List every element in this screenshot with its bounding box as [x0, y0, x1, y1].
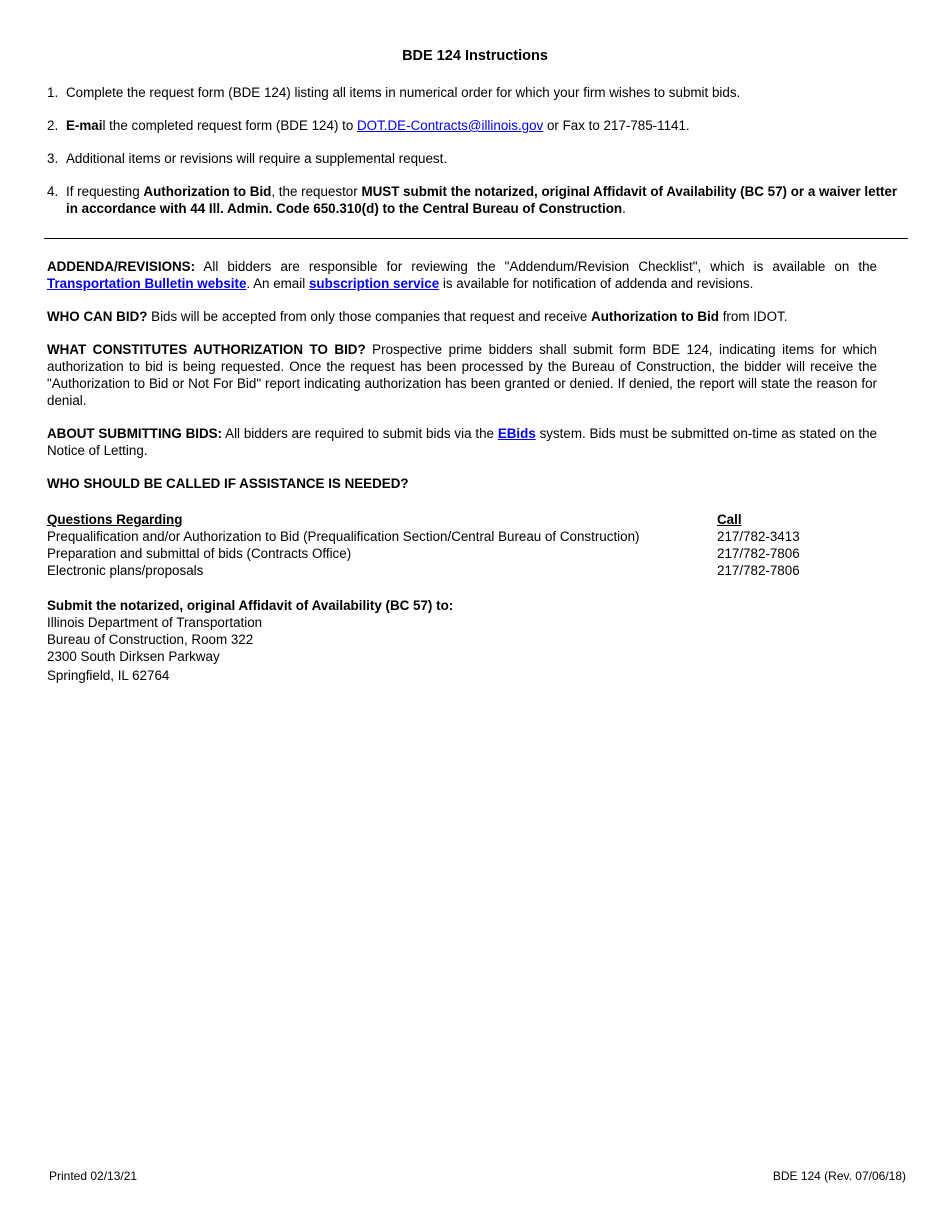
- instruction-step-2: [47, 117, 907, 134]
- step-text: l the completed request form (BDE 124) to: [102, 118, 358, 133]
- who-can-bid-text: from IDOT.: [718, 309, 788, 324]
- transportation-bulletin-link[interactable]: Transportation Bulletin website: [47, 276, 247, 291]
- step-number: 4.: [47, 184, 59, 199]
- step-text: Additional items or revisions will require a supplemental request.: [66, 151, 448, 166]
- addenda-text: is available for notification of addenda and revisions.: [439, 276, 754, 291]
- about-submitting-text: All bidders are required to submit bids via the: [222, 426, 498, 441]
- instruction-step-3: [47, 150, 907, 167]
- phone-cell: 217/782-7806: [717, 563, 800, 578]
- phone-cell: 217/782-3413: [717, 529, 800, 544]
- question-cell: Electronic plans/proposals: [47, 563, 204, 578]
- addenda-text: All bidders are responsible for reviewing the "Addendum/Revision Checklist", which is available on the: [195, 259, 877, 274]
- step-text: , the requestor: [271, 184, 362, 199]
- page-title: BDE 124 Instructions: [402, 48, 548, 64]
- step-bold-text: E-mai: [66, 118, 103, 133]
- address-line: Illinois Department of Transportation: [47, 615, 263, 630]
- addenda-section: [47, 258, 877, 292]
- step-text: If requesting: [66, 184, 144, 199]
- who-can-bid-bold: Authorization to Bid: [591, 309, 719, 324]
- question-cell: Preparation and submittal of bids (Contracts Office): [47, 546, 352, 561]
- addenda-heading: ADDENDA/REVISIONS:: [47, 259, 196, 274]
- section-divider: [44, 238, 908, 239]
- ebids-link[interactable]: EBids: [497, 426, 536, 441]
- contracts-email-link[interactable]: DOT.DE-Contracts@illinois.gov: [357, 118, 544, 133]
- subscription-service-link[interactable]: subscription service: [308, 276, 440, 291]
- what-constitutes-heading: WHAT CONSTITUTES AUTHORIZATION TO BID?: [47, 342, 366, 357]
- address-heading: Submit the notarized, original Affidavit of Availability (BC 57) to:: [47, 598, 454, 613]
- step-bold-text: Authorization to Bid: [143, 184, 272, 199]
- contacts-table: [47, 511, 847, 579]
- address-line: Springfield, IL 62764: [47, 668, 170, 683]
- instruction-step-4: [47, 183, 907, 217]
- who-can-bid-text: Bids will be accepted from only those companies that request and receive: [147, 309, 592, 324]
- question-cell: Prequalification and/or Authorization to Bid (Prequalification Section/Central Bureau of Construction): [47, 529, 640, 544]
- instruction-step-1: [47, 84, 907, 101]
- step-bold-text: MUST submit the notarized, original Affidavit of Availability (BC 57) or a waiver letter in accordance with 44 Ill. Admin. Code 650.310(d) to the Central Bureau of Construction: [66, 184, 898, 216]
- about-submitting-heading: ABOUT SUBMITTING BIDS:: [47, 426, 223, 441]
- address-line: Bureau of Construction, Room 322: [47, 632, 254, 647]
- step-text: Complete the request form (BDE 124) listing all items in numerical order for which your firm wishes to submit bids.: [66, 85, 741, 100]
- table-row: [47, 545, 847, 562]
- questions-column-header: Questions Regarding: [47, 512, 183, 527]
- step-number: 3.: [47, 151, 59, 166]
- printed-date: Printed 02/13/21: [49, 1169, 138, 1183]
- phone-cell: 217/782-7806: [717, 546, 800, 561]
- address-line: 2300 South Dirksen Parkway: [47, 649, 220, 664]
- table-row: [47, 562, 847, 579]
- step-text: .: [622, 201, 626, 216]
- who-can-bid-heading: WHO CAN BID?: [47, 309, 148, 324]
- instruction-list: [47, 84, 907, 233]
- call-column-header: Call: [717, 512, 742, 527]
- addenda-text: . An email: [246, 276, 309, 291]
- contacts-header-row: [47, 511, 847, 528]
- form-revision: BDE 124 (Rev. 07/06/18): [772, 1169, 906, 1183]
- assistance-heading: WHO SHOULD BE CALLED IF ASSISTANCE IS NEEDED?: [47, 476, 409, 491]
- mailing-address: [47, 597, 747, 684]
- step-number: 2.: [47, 118, 59, 133]
- what-constitutes-text: Prospective prime bidders shall submit form BDE 124, indicating items for which authorization to bid is being requested. Once the request has been processed by the Bureau of Construction, the bidder will receive the "Authorization to Bid or Not For Bid" report indicating authorization has been granted or denied. If denied, the report will state the reason for denial.: [47, 342, 878, 408]
- step-number: 1.: [47, 85, 59, 100]
- table-row: [47, 528, 847, 545]
- info-sections: [47, 258, 877, 508]
- what-constitutes-section: [47, 341, 877, 409]
- about-submitting-text: system. Bids must be submitted on-time as stated on the Notice of Letting.: [47, 426, 878, 458]
- who-can-bid-section: [47, 308, 877, 325]
- about-submitting-section: [47, 425, 877, 459]
- step-text: or Fax to 217-785-1141.: [543, 118, 690, 133]
